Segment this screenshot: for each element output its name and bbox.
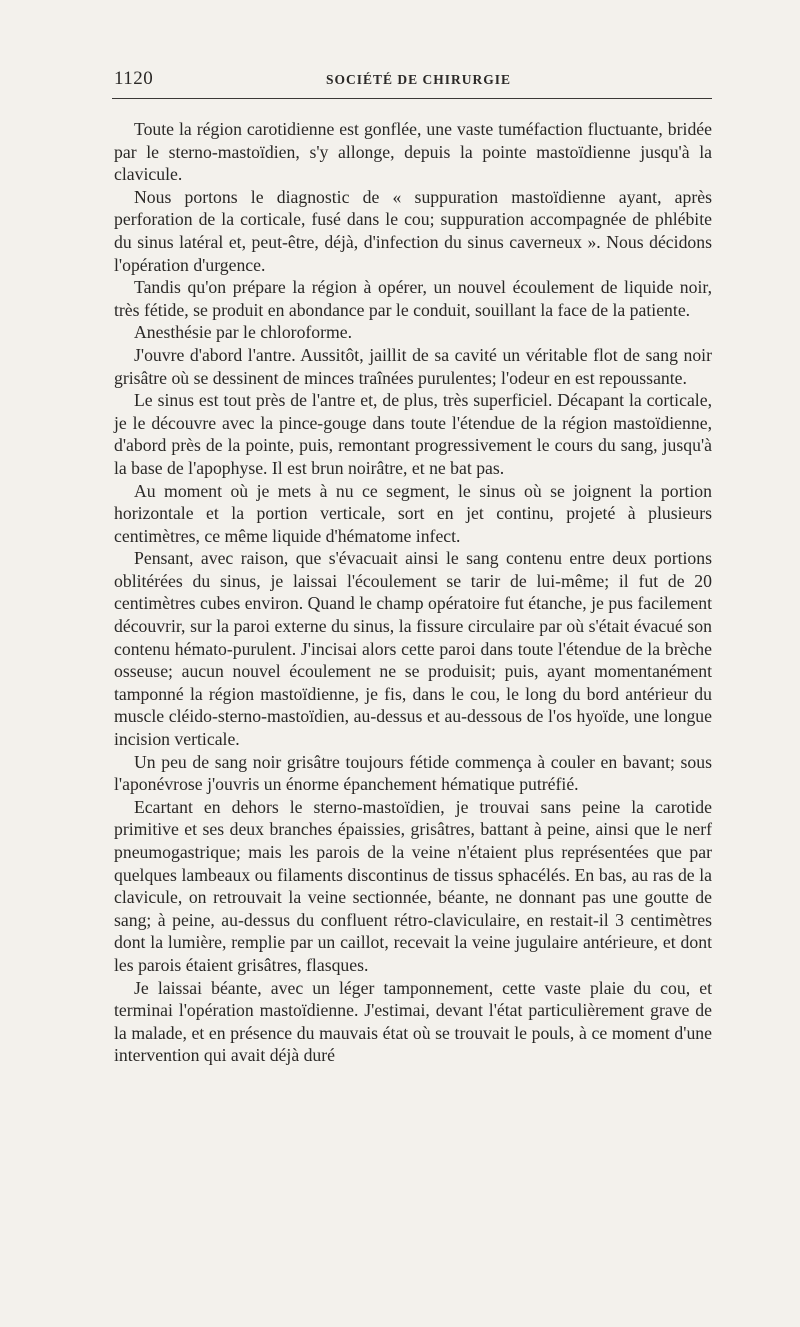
paragraph: J'ouvre d'abord l'antre. Aussitôt, jaillit de sa cavité un véritable flot de sang noir grisâtre où se dessinent de minces traînées purulentes; l'odeur en est repoussante. xyxy=(114,344,712,388)
paragraph: Tandis qu'on prépare la région à opérer, un nouvel écoulement de liquide noir, très fétide, se produit en abondance par le conduit, souillant la face de la patiente. xyxy=(114,277,712,320)
paragraph: Anesthésie par le chloroforme. xyxy=(134,322,353,343)
page-header xyxy=(112,60,712,96)
paragraph: Nous portons le diagnostic de « suppuration mastoïdienne ayant, après perforation de la corticale, fusé dans le cou; suppuration accompagnée de phlébite du sinus latéral et, peut-être, déjà, d'infection du sinus caverneux ». Nous décidons l'opération d'urgence. xyxy=(114,186,712,275)
paragraph: Pensant, avec raison, que s'évacuait ainsi le sang contenu entre deux portions oblitérées du sinus, je laissai l'écoulement se tarir de lui-même; il fut de 20 centimètres cubes environ. Quand le champ opératoire fut étanche, je pus facilement découvrir, sur la paroi externe du sinus, la fissure circulaire par où s'était évacué son contenu hémato-purulent. J'incisai alors cette paroi dans toute l'étendue de la brèche osseuse; aucun nouvel écoulement ne se produisit; puis, ayant momentanément tamponné la région mastoïdienne, je fis, dans le cou, le long du bord antérieur du muscle cléido-sterno-mastoïdien, au-dessus et au-dessous de l'os hyoïde, une longue incision verticale. xyxy=(114,548,712,750)
paragraph: Le sinus est tout près de l'antre et, de plus, très superficiel. Décapant la corticale, je le découvre avec la pince-gouge dans toute l'étendue de la région mastoïdienne, d'abord près de la pointe, puis, remontant progressivement le cours du sang, jusqu'à la base de l'apophyse. Il est brun noirâtre, et ne bat pas. xyxy=(114,390,712,478)
paragraph: Ecartant en dehors le sterno-mastoïdien, je trouvai sans peine la carotide primitive et ses deux branches épaissies, grisâtres, battant à peine, ainsi que le nerf pneumogastrique; mais les parois de la veine n'étaient plus représentées que par quelques lambeaux ou filaments discontinus de tissus sphacélés. En bas, au ras de la clavicule, on retrouvait la veine sectionnée, béante, ne donnant pas une goutte de sang; à peine, au-dessus du confluent rétro-claviculaire, en restait-il 3 centimètres dont la lumière, remplie par un caillot, recevait la veine jugulaire antérieure, et dont les parois étaient grisâtres, flasques. xyxy=(114,796,712,975)
running-title: SOCIÉTÉ DE CHIRURGIE xyxy=(326,72,512,87)
body-text xyxy=(114,118,712,1067)
paragraph: Au moment où je mets à nu ce segment, le sinus où se joignent la portion horizontale et la portion verticale, sort en jet continu, projeté à plusieurs centimètres, ce même liquide d'hématome infect. xyxy=(114,480,712,546)
paragraph: Je laissai béante, avec un léger tamponnement, cette vaste plaie du cou, et terminai l'opération mastoïdienne. J'estimai, devant l'état particulièrement grave de la malade, et en présence du mauvais état où se trouvait le pouls, à ce moment d'une intervention qui avait déjà duré xyxy=(114,977,712,1066)
paragraph: Un peu de sang noir grisâtre toujours fétide commença à couler en bavant; sous l'aponévrose j'ouvris un énorme épanchement hématique putréfié. xyxy=(114,751,712,795)
paragraph: Toute la région carotidienne est gonflée, une vaste tuméfaction fluctuante, bridée par le sterno-mastoïdien, s'y allonge, depuis la pointe mastoïdienne jusqu'à la clavicule. xyxy=(114,119,712,185)
header-rule xyxy=(112,98,712,99)
page-number: 1120 xyxy=(114,68,154,89)
